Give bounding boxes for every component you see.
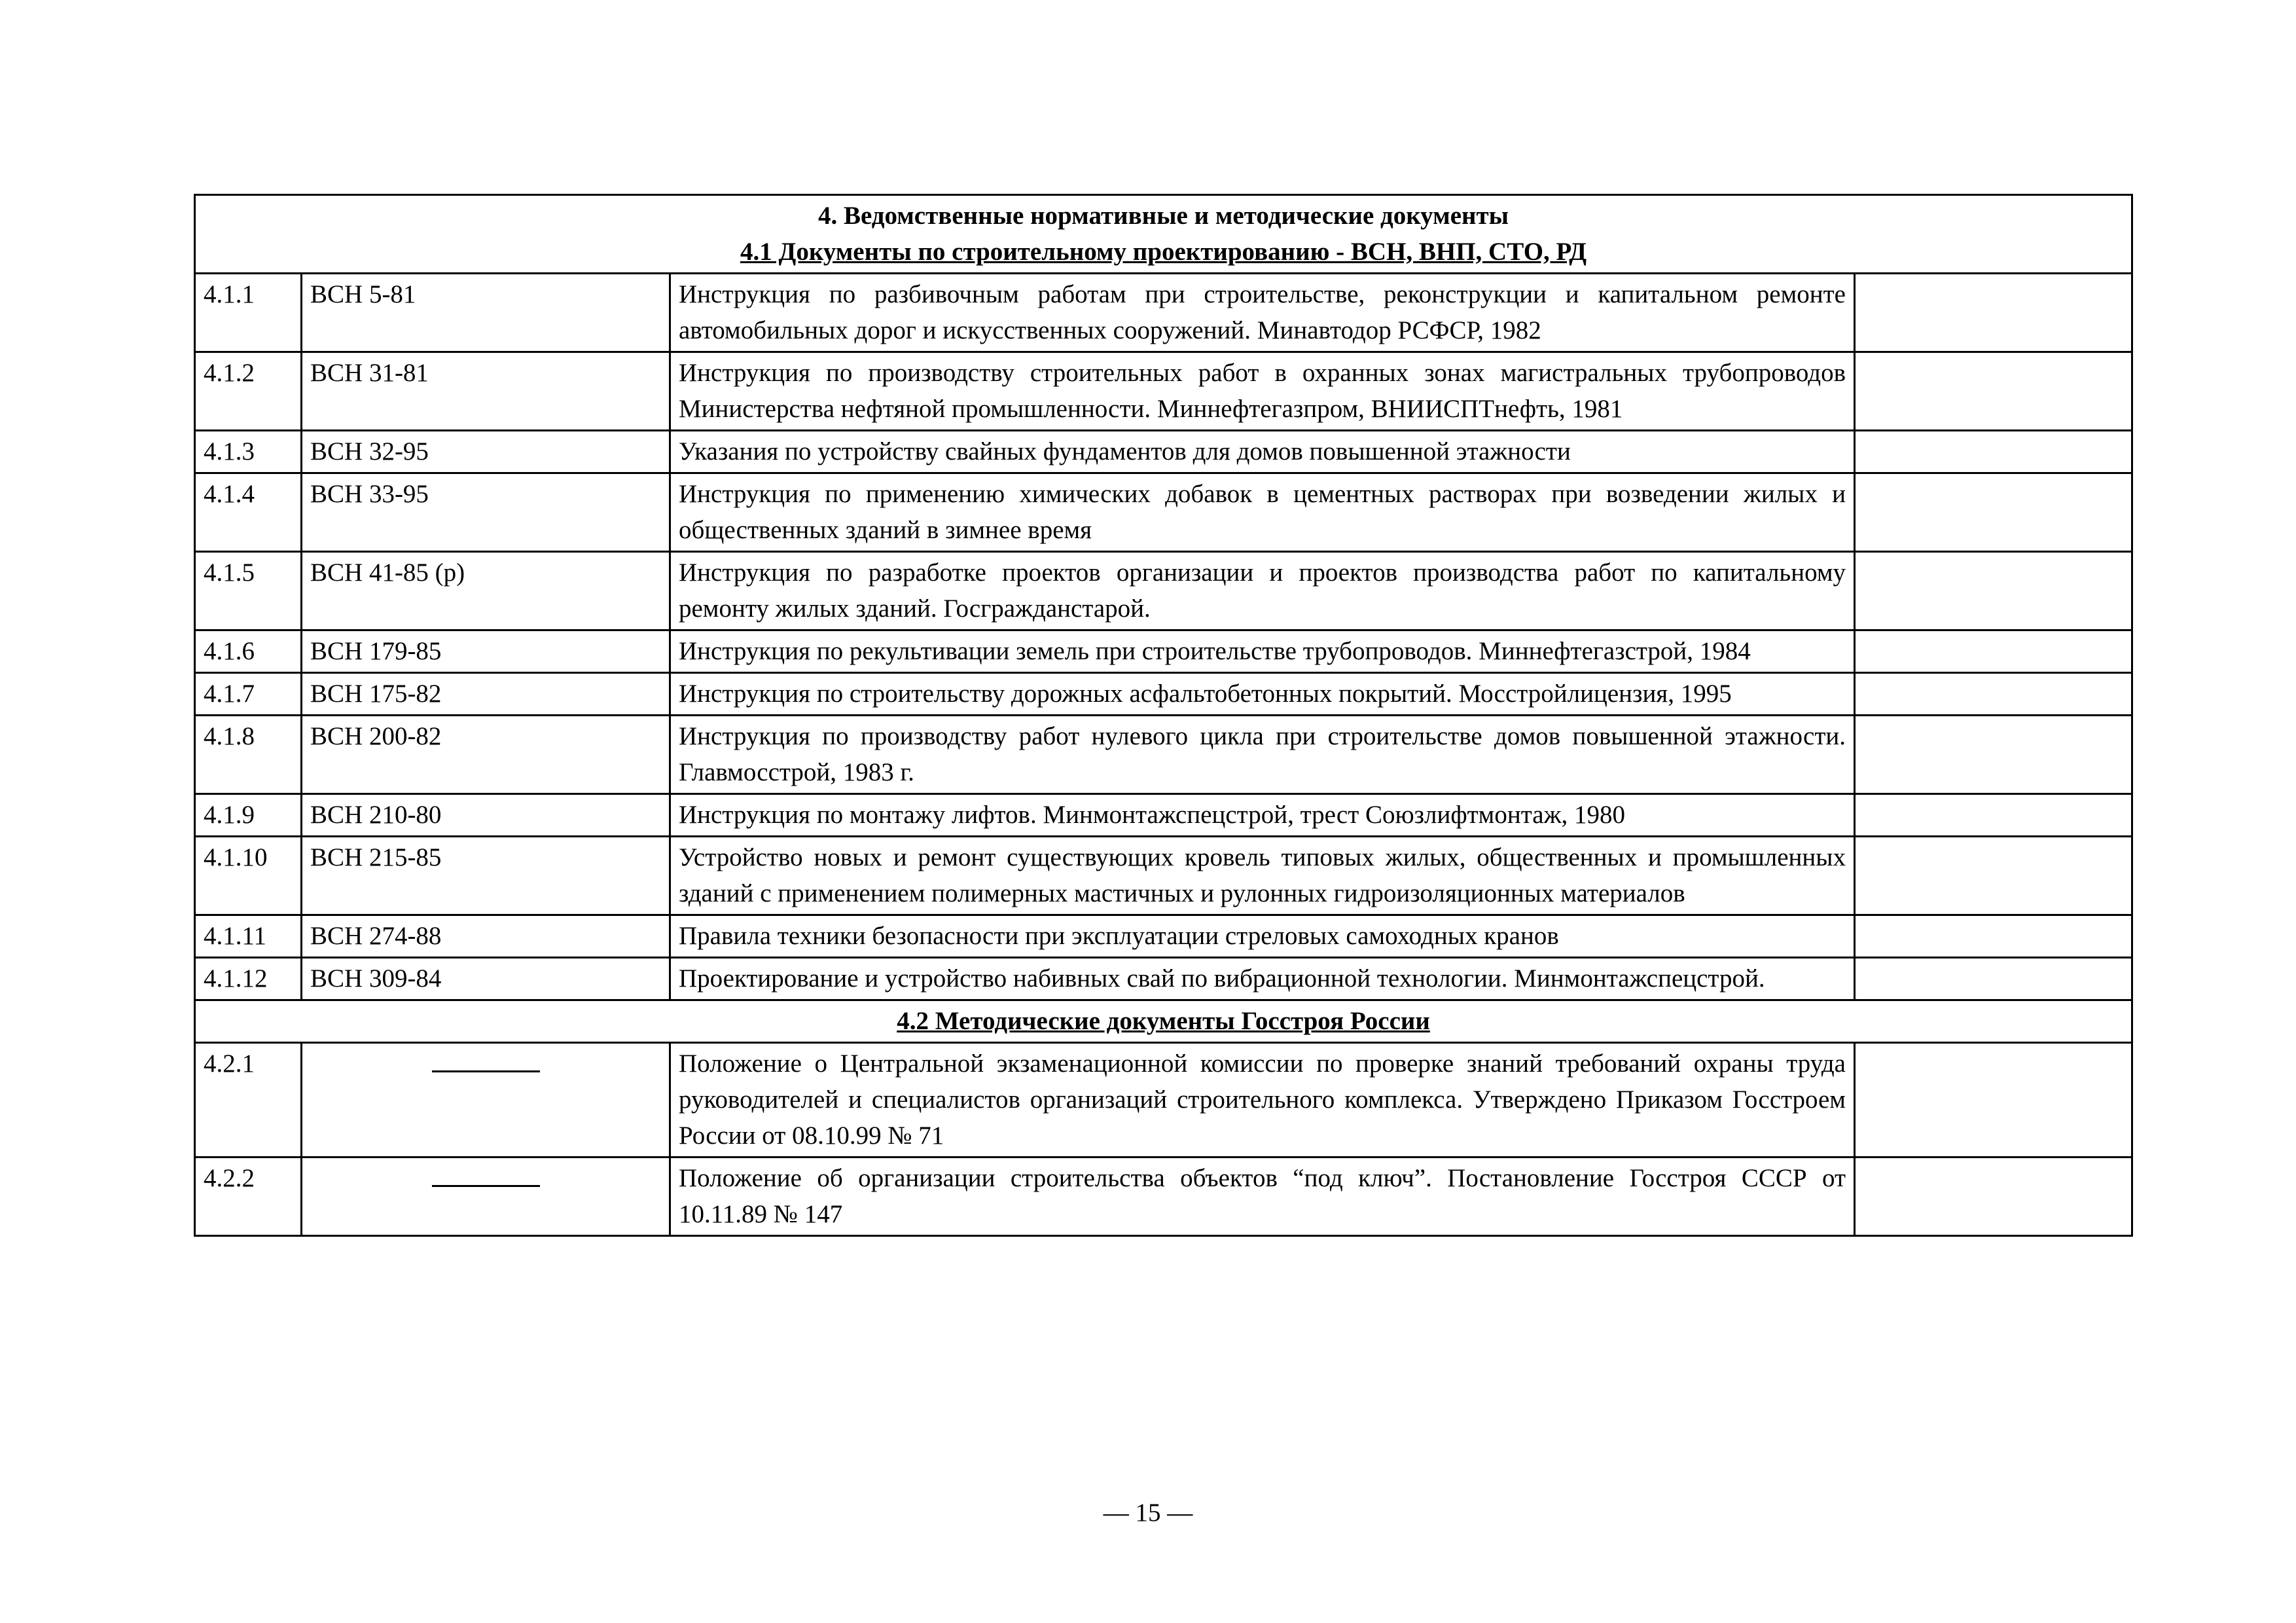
document-description: Инструкция по монтажу лифтов. Минмонтажспецстрой, трест Союзлифтмонтаж, 1980	[670, 794, 1855, 837]
document-code: ВСН 32-95	[302, 431, 670, 473]
document-description: Инструкция по строительству дорожных асфальтобетонных покрытий. Мосстройлицензия, 1995	[670, 673, 1855, 716]
document-code: ВСН 31-81	[302, 352, 670, 431]
document-description: Инструкция по разбивочным работам при строительстве, реконструкции и капитальном ремонте автомобильных дорог и искусственных сооружений. Минавтодор РСФСР, 1982	[670, 274, 1855, 352]
row-number: 4.1.5	[195, 552, 302, 630]
document-code: ВСН 215-85	[302, 837, 670, 915]
table-row	[195, 1043, 2132, 1158]
section-header-row	[195, 195, 2132, 274]
document-code: ВСН 210-80	[302, 794, 670, 837]
table-row	[195, 630, 2132, 673]
document-description: Проектирование и устройство набивных свай по вибрационной технологии. Минмонтажспецстрой.	[670, 958, 1855, 1000]
subsection-header-cell	[195, 1000, 2132, 1043]
document-description: Положение об организации строительства объектов “под ключ”. Постановление Госстроя СССР от 10.11.89 № 147	[670, 1158, 1855, 1236]
document-description: Инструкция по производству строительных работ в охранных зонах магистральных трубопроводов Министерства нефтяной промышленности. Миннефтегазпром, ВНИИСПТнефть, 1981	[670, 352, 1855, 431]
document-description: Инструкция по разработке проектов организации и проектов производства работ по капитальному ремонту жилых зданий. Госгражданстарой.	[670, 552, 1855, 630]
row-number: 4.1.7	[195, 673, 302, 716]
blank-code-line	[432, 1046, 540, 1072]
table-row	[195, 794, 2132, 837]
document-code: ВСН 175-82	[302, 673, 670, 716]
subsection-title-4-2: 4.2 Методические документы Госстроя России	[897, 1007, 1430, 1035]
document-description: Инструкция по применению химических добавок в цементных растворах при возведении жилых и общественных зданий в зимнее время	[670, 473, 1855, 552]
row-number: 4.1.3	[195, 431, 302, 473]
document-code: ВСН 274-88	[302, 915, 670, 958]
table-row	[195, 274, 2132, 352]
document-description: Устройство новых и ремонт существующих кровель типовых жилых, общественных и промышленных зданий с применением полимерных мастичных и рулонных гидроизоляционных материалов	[670, 837, 1855, 915]
note-cell	[1855, 794, 2132, 837]
section-title: 4. Ведомственные нормативные и методические документы	[817, 202, 1509, 230]
note-cell	[1855, 274, 2132, 352]
document-code: ВСН 41-85 (р)	[302, 552, 670, 630]
table-row	[195, 431, 2132, 473]
table-row	[195, 958, 2132, 1000]
row-number: 4.1.10	[195, 837, 302, 915]
row-number: 4.1.6	[195, 630, 302, 673]
document-code: ВСН 5-81	[302, 274, 670, 352]
table-row	[195, 1158, 2132, 1236]
documents-table	[194, 194, 2133, 1237]
note-cell	[1855, 431, 2132, 473]
table-row	[195, 473, 2132, 552]
note-cell	[1855, 1158, 2132, 1236]
table-row	[195, 673, 2132, 716]
note-cell	[1855, 673, 2132, 716]
document-code-blank	[302, 1043, 670, 1158]
note-cell	[1855, 716, 2132, 794]
table-row	[195, 837, 2132, 915]
note-cell	[1855, 630, 2132, 673]
row-number: 4.1.9	[195, 794, 302, 837]
subsection-header-row	[195, 1000, 2132, 1043]
row-number: 4.2.2	[195, 1158, 302, 1236]
table-row	[195, 552, 2132, 630]
page-number: — 15 —	[1103, 1499, 1193, 1527]
note-cell	[1855, 552, 2132, 630]
note-cell	[1855, 837, 2132, 915]
subsection-title-4-1: 4.1 Документы по строительному проектированию - ВСН, ВНП, СТО, РД	[740, 238, 1587, 266]
document-code: ВСН 309-84	[302, 958, 670, 1000]
document-description: Инструкция по производству работ нулевого цикла при строительстве домов повышенной этажности. Главмосстрой, 1983 г.	[670, 716, 1855, 794]
row-number: 4.1.12	[195, 958, 302, 1000]
document-code-blank	[302, 1158, 670, 1236]
row-number: 4.1.1	[195, 274, 302, 352]
note-cell	[1855, 1043, 2132, 1158]
note-cell	[1855, 473, 2132, 552]
row-number: 4.2.1	[195, 1043, 302, 1158]
note-cell	[1855, 915, 2132, 958]
note-cell	[1855, 958, 2132, 1000]
row-number: 4.1.4	[195, 473, 302, 552]
table-row	[195, 352, 2132, 431]
document-description: Инструкция по рекультивации земель при строительстве трубопроводов. Миннефтегазстрой, 1984	[670, 630, 1855, 673]
row-number: 4.1.11	[195, 915, 302, 958]
table-row	[195, 716, 2132, 794]
note-cell	[1855, 352, 2132, 431]
table-row	[195, 915, 2132, 958]
blank-code-line	[432, 1160, 540, 1187]
document-code: ВСН 200-82	[302, 716, 670, 794]
row-number: 4.1.8	[195, 716, 302, 794]
document-description: Правила техники безопасности при эксплуатации стреловых самоходных кранов	[670, 915, 1855, 958]
document-code: ВСН 179-85	[302, 630, 670, 673]
section-header-cell	[195, 195, 2132, 274]
document-description: Положение о Центральной экзаменационной комиссии по проверке знаний требований охраны труда руководителей и специалистов организаций строительного комплекса. Утверждено Приказом Госстроем России от 08.10.99 № 71	[670, 1043, 1855, 1158]
document-description: Указания по устройству свайных фундаментов для домов повышенной этажности	[670, 431, 1855, 473]
row-number: 4.1.2	[195, 352, 302, 431]
document-code: ВСН 33-95	[302, 473, 670, 552]
